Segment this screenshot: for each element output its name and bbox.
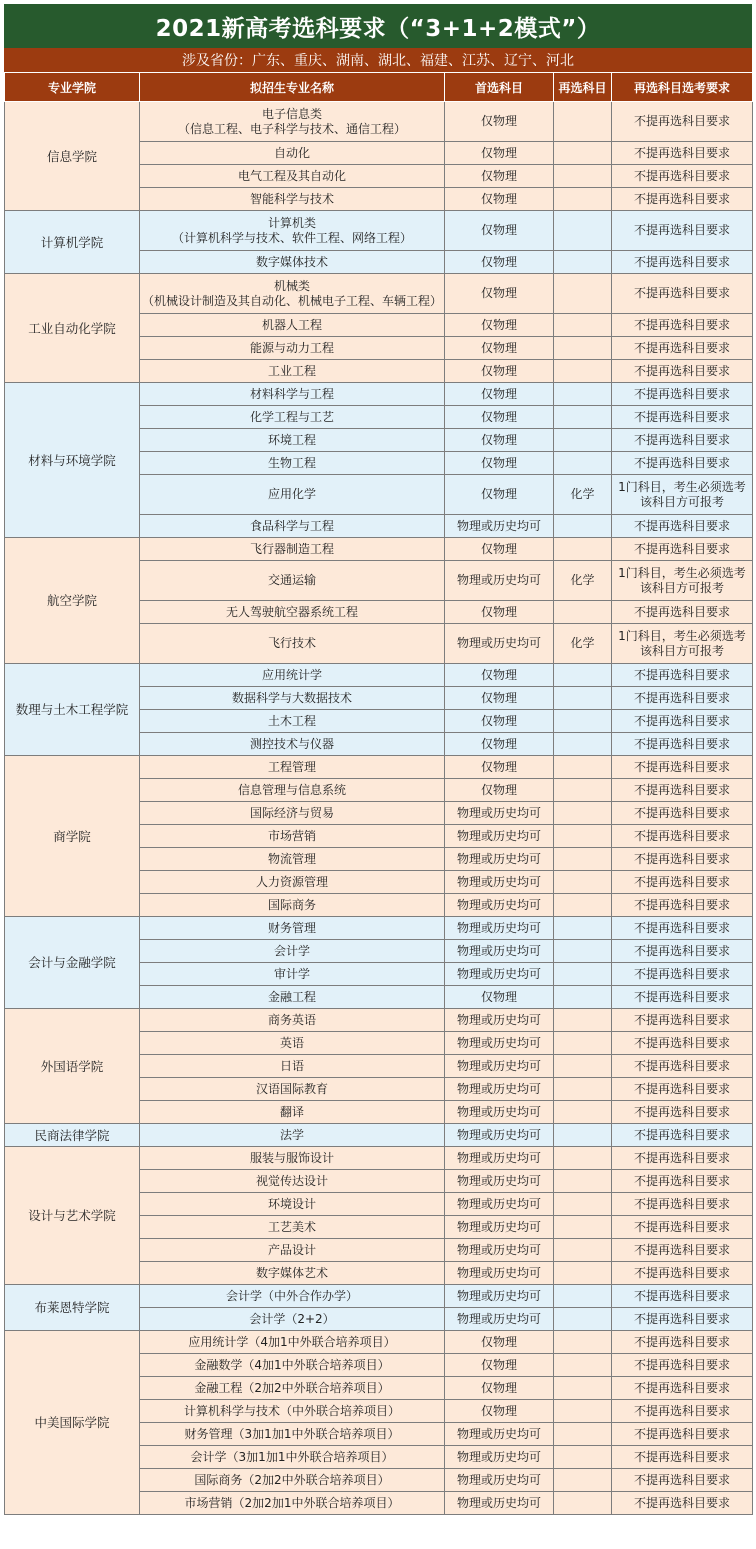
table-row <box>5 1331 753 1354</box>
first-subject: 仅物理 <box>445 383 554 406</box>
major-name: 财务管理（3加1加1中外联合培养项目） <box>140 1423 445 1446</box>
major-name: 测控技术与仪器 <box>140 733 445 756</box>
second-requirement: 不提再选科目要求 <box>612 1055 753 1078</box>
second-requirement: 不提再选科目要求 <box>612 515 753 538</box>
first-subject: 物理或历史均可 <box>445 1446 554 1469</box>
second-requirement: 不提再选科目要求 <box>612 1308 753 1331</box>
college-group <box>5 664 753 756</box>
second-subject <box>554 429 612 452</box>
major-name: 会计学（2+2） <box>140 1308 445 1331</box>
second-requirement: 不提再选科目要求 <box>612 142 753 165</box>
major-name: 应用统计学（4加1中外联合培养项目） <box>140 1331 445 1354</box>
second-subject <box>554 165 612 188</box>
first-subject: 仅物理 <box>445 274 554 314</box>
major-name: 汉语国际教育 <box>140 1078 445 1101</box>
college-name: 数理与土木工程学院 <box>5 664 140 756</box>
table-row <box>5 1009 753 1032</box>
first-subject: 仅物理 <box>445 188 554 211</box>
first-subject: 物理或历史均可 <box>445 871 554 894</box>
second-subject <box>554 360 612 383</box>
major-name: 会计学（中外合作办学） <box>140 1285 445 1308</box>
second-subject <box>554 102 612 142</box>
second-requirement: 不提再选科目要求 <box>612 1101 753 1124</box>
second-subject <box>554 1078 612 1101</box>
first-subject: 物理或历史均可 <box>445 624 554 664</box>
second-requirement: 不提再选科目要求 <box>612 802 753 825</box>
major-name: 工艺美术 <box>140 1216 445 1239</box>
second-requirement: 不提再选科目要求 <box>612 1423 753 1446</box>
second-requirement: 1门科目，考生必须选考 该科目方可报考 <box>612 561 753 601</box>
first-subject: 仅物理 <box>445 733 554 756</box>
first-subject: 物理或历史均可 <box>445 1216 554 1239</box>
major-name: 市场营销（2加2加1中外联合培养项目） <box>140 1492 445 1515</box>
second-subject <box>554 1354 612 1377</box>
major-name: 法学 <box>140 1124 445 1147</box>
first-subject: 仅物理 <box>445 1354 554 1377</box>
major-name: 物流管理 <box>140 848 445 871</box>
second-requirement: 不提再选科目要求 <box>612 406 753 429</box>
second-subject <box>554 314 612 337</box>
first-subject: 仅物理 <box>445 475 554 515</box>
second-requirement: 不提再选科目要求 <box>612 1216 753 1239</box>
first-subject: 仅物理 <box>445 1331 554 1354</box>
major-name: 计算机类 （计算机科学与技术、软件工程、网络工程） <box>140 211 445 251</box>
second-subject <box>554 1469 612 1492</box>
major-name: 国际商务 <box>140 894 445 917</box>
college-group <box>5 274 753 383</box>
major-name: 数字媒体艺术 <box>140 1262 445 1285</box>
first-subject: 仅物理 <box>445 165 554 188</box>
table-row <box>5 1285 753 1308</box>
second-requirement: 不提再选科目要求 <box>612 314 753 337</box>
second-subject <box>554 710 612 733</box>
second-subject <box>554 251 612 274</box>
major-name: 环境工程 <box>140 429 445 452</box>
table-row <box>5 917 753 940</box>
college-group <box>5 756 753 917</box>
major-name: 会计学 <box>140 940 445 963</box>
major-name: 食品科学与工程 <box>140 515 445 538</box>
major-name: 生物工程 <box>140 452 445 475</box>
second-requirement: 不提再选科目要求 <box>612 1492 753 1515</box>
major-name: 金融工程（2加2中外联合培养项目） <box>140 1377 445 1400</box>
first-subject: 物理或历史均可 <box>445 1423 554 1446</box>
table-header <box>5 73 753 102</box>
college-name: 材料与环境学院 <box>5 383 140 538</box>
second-subject <box>554 963 612 986</box>
major-name: 市场营销 <box>140 825 445 848</box>
college-name: 商学院 <box>5 756 140 917</box>
major-name: 翻译 <box>140 1101 445 1124</box>
second-subject <box>554 733 612 756</box>
second-requirement: 不提再选科目要求 <box>612 779 753 802</box>
first-subject: 仅物理 <box>445 452 554 475</box>
first-subject: 物理或历史均可 <box>445 1101 554 1124</box>
second-requirement: 不提再选科目要求 <box>612 1009 753 1032</box>
major-name: 机器人工程 <box>140 314 445 337</box>
college-name: 设计与艺术学院 <box>5 1147 140 1285</box>
provinces-banner: 涉及省份：广东、重庆、湖南、湖北、福建、江苏、辽宁、河北 <box>4 48 752 72</box>
college-name: 计算机学院 <box>5 211 140 274</box>
second-subject <box>554 894 612 917</box>
first-subject: 物理或历史均可 <box>445 1055 554 1078</box>
major-name: 金融工程 <box>140 986 445 1009</box>
major-name: 土木工程 <box>140 710 445 733</box>
second-subject <box>554 601 612 624</box>
major-name: 环境设计 <box>140 1193 445 1216</box>
major-name: 数字媒体技术 <box>140 251 445 274</box>
first-subject: 仅物理 <box>445 337 554 360</box>
college-name: 会计与金融学院 <box>5 917 140 1009</box>
first-subject: 物理或历史均可 <box>445 561 554 601</box>
second-subject <box>554 515 612 538</box>
second-subject <box>554 1331 612 1354</box>
major-name: 会计学（3加1加1中外联合培养项目） <box>140 1446 445 1469</box>
college-name: 航空学院 <box>5 538 140 664</box>
first-subject: 仅物理 <box>445 102 554 142</box>
second-subject <box>554 1446 612 1469</box>
first-subject: 物理或历史均可 <box>445 1262 554 1285</box>
second-subject <box>554 1124 612 1147</box>
major-name: 人力资源管理 <box>140 871 445 894</box>
first-subject: 仅物理 <box>445 251 554 274</box>
second-subject: 化学 <box>554 475 612 515</box>
first-subject: 仅物理 <box>445 406 554 429</box>
college-group <box>5 211 753 274</box>
major-name: 电子信息类 （信息工程、电子科学与技术、通信工程） <box>140 102 445 142</box>
table-row <box>5 211 753 251</box>
table-row <box>5 102 753 142</box>
second-subject <box>554 383 612 406</box>
second-requirement: 不提再选科目要求 <box>612 1262 753 1285</box>
table-row <box>5 383 753 406</box>
second-subject <box>554 802 612 825</box>
first-subject: 仅物理 <box>445 314 554 337</box>
second-subject: 化学 <box>554 561 612 601</box>
major-name: 交通运输 <box>140 561 445 601</box>
second-requirement: 1门科目，考生必须选考 该科目方可报考 <box>612 624 753 664</box>
major-name: 材料科学与工程 <box>140 383 445 406</box>
major-name: 应用统计学 <box>140 664 445 687</box>
second-subject <box>554 337 612 360</box>
second-requirement: 不提再选科目要求 <box>612 1446 753 1469</box>
second-requirement: 不提再选科目要求 <box>612 1400 753 1423</box>
first-subject: 仅物理 <box>445 710 554 733</box>
second-requirement: 不提再选科目要求 <box>612 1239 753 1262</box>
college-group <box>5 383 753 538</box>
major-name: 视觉传达设计 <box>140 1170 445 1193</box>
major-name: 金融数学（4加1中外联合培养项目） <box>140 1354 445 1377</box>
major-name: 服装与服饰设计 <box>140 1147 445 1170</box>
second-subject <box>554 452 612 475</box>
major-name: 信息管理与信息系统 <box>140 779 445 802</box>
second-requirement: 不提再选科目要求 <box>612 360 753 383</box>
second-subject <box>554 538 612 561</box>
second-subject <box>554 1400 612 1423</box>
table-row <box>5 1147 753 1170</box>
first-subject: 物理或历史均可 <box>445 1492 554 1515</box>
first-subject: 物理或历史均可 <box>445 940 554 963</box>
major-name: 国际商务（2加2中外联合培养项目） <box>140 1469 445 1492</box>
first-subject: 物理或历史均可 <box>445 894 554 917</box>
second-requirement: 1门科目，考生必须选考 该科目方可报考 <box>612 475 753 515</box>
college-group <box>5 1331 753 1515</box>
college-group <box>5 1285 753 1331</box>
college-group <box>5 102 753 211</box>
second-subject <box>554 1285 612 1308</box>
second-requirement: 不提再选科目要求 <box>612 601 753 624</box>
second-subject <box>554 1492 612 1515</box>
second-requirement: 不提再选科目要求 <box>612 1377 753 1400</box>
first-subject: 物理或历史均可 <box>445 825 554 848</box>
first-subject: 物理或历史均可 <box>445 802 554 825</box>
second-requirement: 不提再选科目要求 <box>612 687 753 710</box>
first-subject: 物理或历史均可 <box>445 1124 554 1147</box>
header-college: 专业学院 <box>5 73 140 102</box>
second-subject <box>554 406 612 429</box>
first-subject: 仅物理 <box>445 756 554 779</box>
header-major: 拟招生专业名称 <box>140 73 445 102</box>
second-requirement: 不提再选科目要求 <box>612 963 753 986</box>
major-name: 工业工程 <box>140 360 445 383</box>
first-subject: 物理或历史均可 <box>445 1009 554 1032</box>
second-requirement: 不提再选科目要求 <box>612 825 753 848</box>
second-subject <box>554 1308 612 1331</box>
major-name: 智能科学与技术 <box>140 188 445 211</box>
major-name: 国际经济与贸易 <box>140 802 445 825</box>
first-subject: 物理或历史均可 <box>445 1193 554 1216</box>
second-requirement: 不提再选科目要求 <box>612 664 753 687</box>
first-subject: 物理或历史均可 <box>445 1285 554 1308</box>
major-name: 能源与动力工程 <box>140 337 445 360</box>
second-subject <box>554 1170 612 1193</box>
first-subject: 物理或历史均可 <box>445 1147 554 1170</box>
second-requirement: 不提再选科目要求 <box>612 251 753 274</box>
second-requirement: 不提再选科目要求 <box>612 538 753 561</box>
second-subject <box>554 940 612 963</box>
second-requirement: 不提再选科目要求 <box>612 1078 753 1101</box>
second-requirement: 不提再选科目要求 <box>612 165 753 188</box>
major-name: 财务管理 <box>140 917 445 940</box>
first-subject: 仅物理 <box>445 986 554 1009</box>
major-name: 数据科学与大数据技术 <box>140 687 445 710</box>
second-requirement: 不提再选科目要求 <box>612 188 753 211</box>
second-requirement: 不提再选科目要求 <box>612 1032 753 1055</box>
major-name: 机械类 （机械设计制造及其自动化、机械电子工程、车辆工程） <box>140 274 445 314</box>
table-row <box>5 664 753 687</box>
second-subject: 化学 <box>554 624 612 664</box>
second-subject <box>554 664 612 687</box>
first-subject: 仅物理 <box>445 664 554 687</box>
header-first-subject: 首选科目 <box>445 73 554 102</box>
first-subject: 仅物理 <box>445 1400 554 1423</box>
header-row <box>5 73 753 102</box>
second-requirement: 不提再选科目要求 <box>612 710 753 733</box>
second-requirement: 不提再选科目要求 <box>612 1147 753 1170</box>
second-requirement: 不提再选科目要求 <box>612 940 753 963</box>
second-requirement: 不提再选科目要求 <box>612 383 753 406</box>
second-subject <box>554 986 612 1009</box>
second-subject <box>554 274 612 314</box>
first-subject: 物理或历史均可 <box>445 515 554 538</box>
second-requirement: 不提再选科目要求 <box>612 274 753 314</box>
first-subject: 物理或历史均可 <box>445 963 554 986</box>
major-name: 飞行技术 <box>140 624 445 664</box>
header-second-subject: 再选科目 <box>554 73 612 102</box>
second-subject <box>554 1377 612 1400</box>
college-group <box>5 1147 753 1285</box>
table-row <box>5 274 753 314</box>
college-name: 工业自动化学院 <box>5 274 140 383</box>
college-group <box>5 917 753 1009</box>
first-subject: 物理或历史均可 <box>445 1239 554 1262</box>
second-subject <box>554 917 612 940</box>
table-row <box>5 756 753 779</box>
major-name: 无人驾驶航空器系统工程 <box>140 601 445 624</box>
second-subject <box>554 1055 612 1078</box>
page-title: 2021新高考选科要求（“3+1+2模式”） <box>4 4 752 48</box>
second-requirement: 不提再选科目要求 <box>612 102 753 142</box>
second-subject <box>554 779 612 802</box>
table-row <box>5 1124 753 1147</box>
second-requirement: 不提再选科目要求 <box>612 917 753 940</box>
second-requirement: 不提再选科目要求 <box>612 733 753 756</box>
major-name: 自动化 <box>140 142 445 165</box>
second-subject <box>554 1147 612 1170</box>
second-subject <box>554 142 612 165</box>
second-requirement: 不提再选科目要求 <box>612 1285 753 1308</box>
second-subject <box>554 756 612 779</box>
college-name: 中美国际学院 <box>5 1331 140 1515</box>
first-subject: 物理或历史均可 <box>445 1469 554 1492</box>
second-subject <box>554 1423 612 1446</box>
major-name: 化学工程与工艺 <box>140 406 445 429</box>
first-subject: 仅物理 <box>445 1377 554 1400</box>
second-requirement: 不提再选科目要求 <box>612 1469 753 1492</box>
second-requirement: 不提再选科目要求 <box>612 452 753 475</box>
college-name: 信息学院 <box>5 102 140 211</box>
college-group <box>5 1009 753 1124</box>
major-name: 飞行器制造工程 <box>140 538 445 561</box>
header-second-requirement: 再选科目选考要求 <box>612 73 753 102</box>
first-subject: 物理或历史均可 <box>445 848 554 871</box>
first-subject: 仅物理 <box>445 211 554 251</box>
major-name: 英语 <box>140 1032 445 1055</box>
second-requirement: 不提再选科目要求 <box>612 894 753 917</box>
second-subject <box>554 825 612 848</box>
first-subject: 仅物理 <box>445 538 554 561</box>
second-requirement: 不提再选科目要求 <box>612 871 753 894</box>
second-requirement: 不提再选科目要求 <box>612 429 753 452</box>
second-subject <box>554 1262 612 1285</box>
college-name: 布莱恩特学院 <box>5 1285 140 1331</box>
major-name: 审计学 <box>140 963 445 986</box>
second-requirement: 不提再选科目要求 <box>612 211 753 251</box>
first-subject: 物理或历史均可 <box>445 1078 554 1101</box>
table-row <box>5 538 753 561</box>
second-requirement: 不提再选科目要求 <box>612 756 753 779</box>
second-requirement: 不提再选科目要求 <box>612 986 753 1009</box>
major-name: 计算机科学与技术（中外联合培养项目） <box>140 1400 445 1423</box>
second-subject <box>554 188 612 211</box>
first-subject: 仅物理 <box>445 429 554 452</box>
second-subject <box>554 1009 612 1032</box>
second-subject <box>554 1032 612 1055</box>
second-subject <box>554 687 612 710</box>
second-subject <box>554 1193 612 1216</box>
second-requirement: 不提再选科目要求 <box>612 1331 753 1354</box>
second-subject <box>554 211 612 251</box>
second-subject <box>554 1239 612 1262</box>
second-requirement: 不提再选科目要求 <box>612 337 753 360</box>
second-subject <box>554 1101 612 1124</box>
subject-requirements-table <box>4 72 753 1515</box>
college-name: 外国语学院 <box>5 1009 140 1124</box>
major-name: 工程管理 <box>140 756 445 779</box>
first-subject: 物理或历史均可 <box>445 1032 554 1055</box>
first-subject: 物理或历史均可 <box>445 917 554 940</box>
major-name: 应用化学 <box>140 475 445 515</box>
second-requirement: 不提再选科目要求 <box>612 1193 753 1216</box>
first-subject: 物理或历史均可 <box>445 1170 554 1193</box>
second-subject <box>554 1216 612 1239</box>
college-group <box>5 538 753 664</box>
second-requirement: 不提再选科目要求 <box>612 848 753 871</box>
major-name: 商务英语 <box>140 1009 445 1032</box>
first-subject: 仅物理 <box>445 687 554 710</box>
major-name: 产品设计 <box>140 1239 445 1262</box>
college-group <box>5 1124 753 1147</box>
first-subject: 仅物理 <box>445 601 554 624</box>
second-requirement: 不提再选科目要求 <box>612 1124 753 1147</box>
second-subject <box>554 848 612 871</box>
major-name: 电气工程及其自动化 <box>140 165 445 188</box>
major-name: 日语 <box>140 1055 445 1078</box>
first-subject: 仅物理 <box>445 142 554 165</box>
first-subject: 仅物理 <box>445 360 554 383</box>
first-subject: 物理或历史均可 <box>445 1308 554 1331</box>
second-requirement: 不提再选科目要求 <box>612 1354 753 1377</box>
first-subject: 仅物理 <box>445 779 554 802</box>
second-subject <box>554 871 612 894</box>
second-requirement: 不提再选科目要求 <box>612 1170 753 1193</box>
college-name: 民商法律学院 <box>5 1124 140 1147</box>
